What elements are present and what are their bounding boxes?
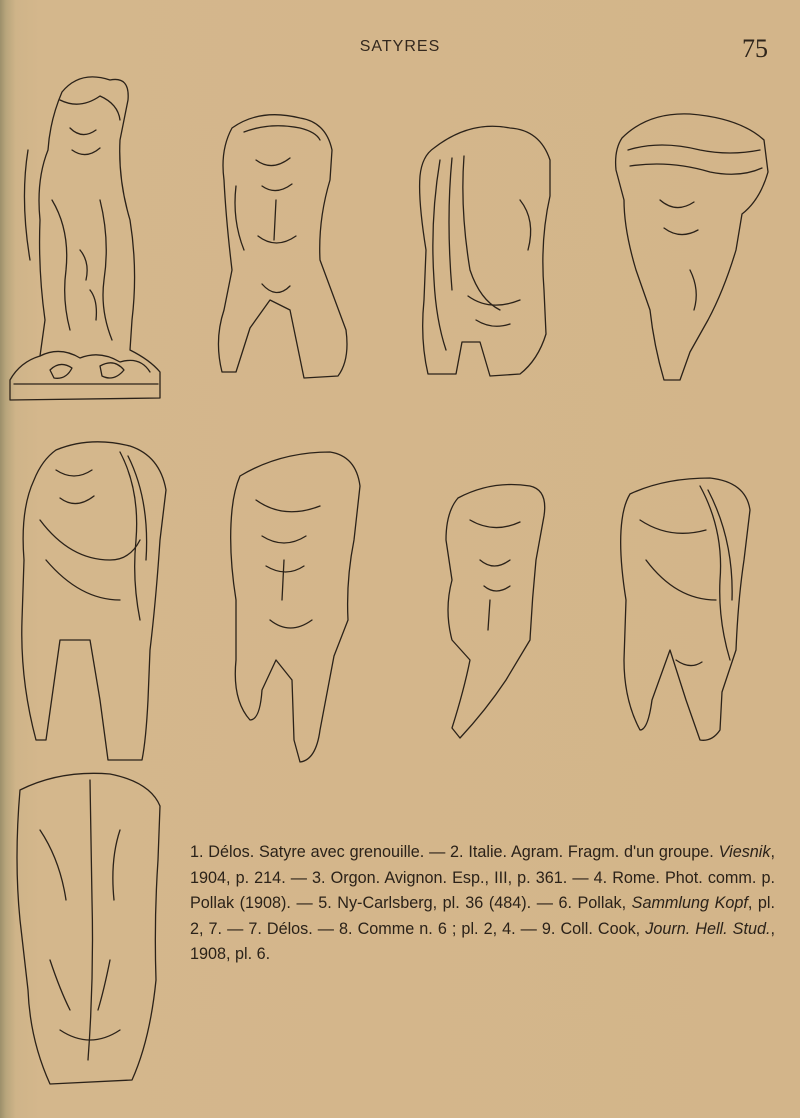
page-number: 75 [742, 34, 768, 63]
figure-2-torso-fragment [218, 115, 347, 378]
running-head: SATYRES [359, 38, 441, 55]
figure-8-draped-torso-with-leg [621, 478, 750, 740]
caption-part-4: , 1908, pl. 6. [190, 919, 775, 964]
caption-journal-hell-stud: Journ. Hell. Stud. [645, 919, 771, 938]
caption-part-3: , pl. 2, 7. — 7. Délos. — 8. Comme n. 6 ; pl. 2, 4. — 9. Coll. Cook, [190, 894, 776, 938]
figure-4-torso-with-drapery [616, 114, 768, 380]
figure-3-draped-torso [420, 126, 550, 376]
figure-5-draped-torso [22, 442, 166, 760]
figure-caption [190, 840, 775, 968]
caption-part-1: 1. Délos. Satyre avec grenouille. — 2. Italie. Agram. Fragm. d'un groupe. [190, 843, 719, 861]
figure-9-back-view-torso [17, 773, 160, 1084]
caption-part-2: , 1904, p. 214. — 3. Orgon. Avignon. Esp., III, p. 361. — 4. Rome. Phot. comm. p. Pollak (1908). — 5. Ny-Carlsberg, pl. 36 (484). — 6. Pollak, [190, 843, 775, 913]
caption-journal-viesnik: Viesnik [718, 843, 771, 861]
caption-book-sammlung-kopf: Sammlung Kopf [631, 894, 748, 913]
figure-1-satyr-with-frog [10, 77, 160, 400]
figure-6-torso-with-leg [231, 452, 360, 762]
figure-7-torso-delos [446, 485, 545, 739]
